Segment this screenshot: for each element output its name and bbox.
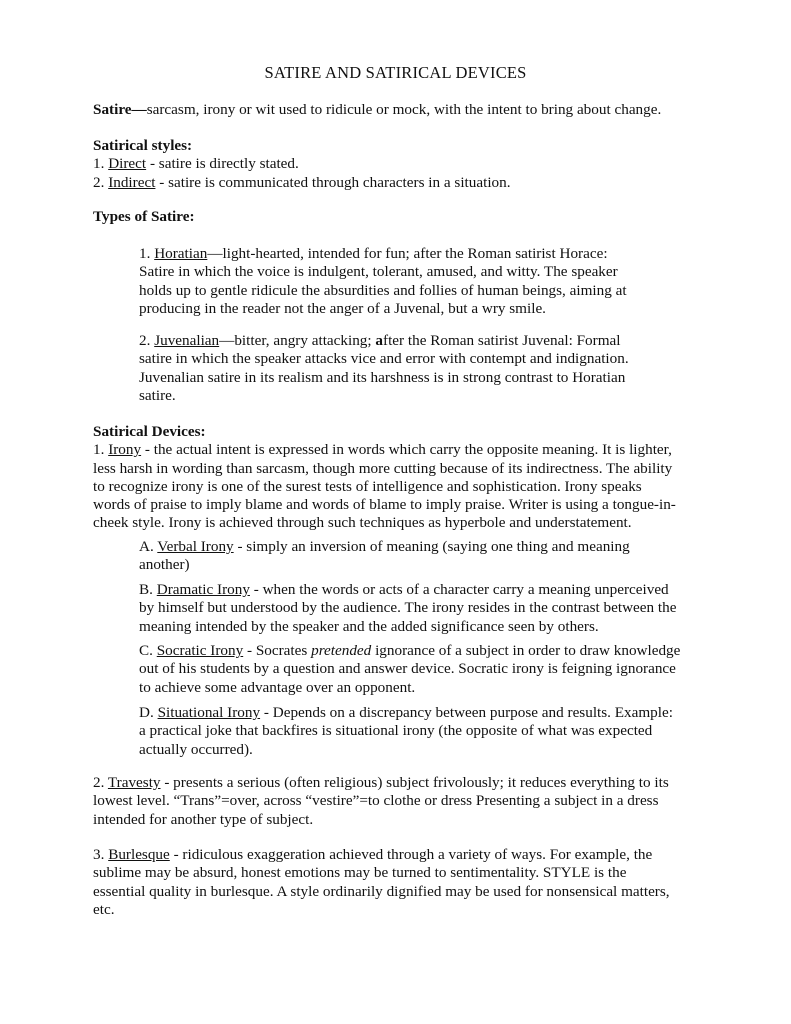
- paragraph-line: to recognize irony is one of the surest tests of intelligence and sophistication. Irony speaks: [93, 477, 642, 495]
- section-heading-devices: Satirical Devices:: [93, 423, 206, 440]
- term-indirect: Indirect: [108, 173, 156, 191]
- paragraph-line: holds up to gentle ridicule the absurdities and follies of human beings, aiming at: [139, 281, 627, 299]
- list-letter: A.: [139, 538, 158, 555]
- list-letter: D.: [139, 704, 158, 721]
- paragraph-line: actually occurred).: [139, 740, 253, 758]
- paragraph-line: [93, 441, 713, 459]
- device-burlesque: [93, 846, 713, 919]
- paragraph-line: out of his students by a question and answer device. Socratic irony is feigning ignorance: [139, 660, 676, 678]
- paragraph-line: sublime may be absurd, honest emotions may be turned to sentimentality. STYLE is the: [93, 864, 627, 882]
- paragraph-line: satire.: [139, 386, 176, 404]
- device-dramatic-irony: [139, 581, 705, 636]
- term-travesty: Travesty: [107, 774, 161, 791]
- paragraph-line: by himself but understood by the audience. The irony resides in the contrast between the: [139, 599, 677, 617]
- term-situational-irony: Situational Irony: [157, 704, 261, 721]
- list-letter: B.: [139, 581, 157, 598]
- term-horatian: Horatian: [154, 245, 208, 262]
- term-burlesque: Burlesque: [108, 846, 170, 863]
- list-item-text: - satire is communicated through characters in a situation.: [155, 173, 511, 191]
- satire-definition: [93, 101, 713, 119]
- device-socratic-irony: [139, 642, 705, 697]
- text-span: - presents a serious (often religious) subject frivolously; it reduces everything to its: [160, 774, 669, 791]
- paragraph-line: meaning intended by the speaker and the added significance seen by others.: [139, 617, 599, 635]
- paragraph-line: another): [139, 556, 190, 574]
- list-letter: C.: [139, 642, 157, 659]
- paragraph-line: lowest level. “Trans”=over, across “vestire”=to clothe or dress Presenting a subject in a dress: [93, 792, 659, 810]
- list-item-text: - satire is directly stated.: [146, 155, 299, 173]
- paragraph-line: etc.: [93, 900, 115, 918]
- paragraph-line: [139, 245, 679, 263]
- document-title: SATIRE AND SATIRICAL DEVICES: [264, 63, 527, 82]
- paragraph-line: satire in which the speaker attacks vice and error with contempt and indignation.: [139, 350, 629, 368]
- paragraph-line: [93, 774, 713, 792]
- list-number: 1.: [139, 245, 155, 262]
- text-span: - the actual intent is expressed in words which carry the opposite meaning. It is lighter,: [141, 441, 672, 459]
- section-heading-styles: Satirical styles:: [93, 137, 193, 154]
- text-span: - Socrates: [243, 642, 312, 659]
- emphasis-pretended: pretended: [311, 642, 372, 659]
- paragraph-line: Satire in which the voice is indulgent, tolerant, amused, and witty. The speaker: [139, 263, 618, 281]
- text-span: - ridiculous exaggeration achieved through a variety of ways. For example, the: [169, 846, 653, 863]
- list-number: 3.: [93, 846, 109, 863]
- bold-letter: a: [375, 332, 384, 349]
- paragraph-line: [139, 538, 705, 556]
- paragraph-line: words of praise to imply blame and words of blame to imply praise. Writer is using a tongue-in-: [93, 496, 676, 514]
- paragraph-line: to achieve some advantage over an opponent.: [139, 678, 416, 696]
- device-travesty: [93, 774, 713, 829]
- definition-dash: —: [131, 101, 147, 118]
- paragraph-line: less harsh in wording than sarcasm, though more cutting because of its indirectness. The ability: [93, 459, 673, 477]
- list-item-indirect: [93, 174, 713, 192]
- text-span: - when the words or acts of a character carry a meaning unperceived: [249, 581, 669, 598]
- text-span: - Depends on a discrepancy between purpose and results. Example:: [260, 704, 673, 721]
- term-verbal-irony: Verbal Irony: [157, 538, 234, 555]
- paragraph-line: producing in the reader not the anger of a Juvenal, but a wry smile.: [139, 299, 546, 317]
- list-number: 2.: [93, 774, 108, 791]
- paragraph-line: [139, 332, 679, 350]
- list-number: 1.: [93, 441, 109, 459]
- paragraph-line: a practical joke that backfires is situational irony (the opposite of what was expected: [139, 722, 653, 740]
- text-span: fter the Roman satirist Juvenal: Formal: [383, 332, 621, 349]
- type-horatian: [139, 245, 679, 318]
- list-number: 2.: [93, 173, 109, 191]
- satirical-styles-section: [93, 137, 713, 192]
- paragraph-line: essential quality in burlesque. A style ordinarily dignified may be used for nonsensical matters,: [93, 882, 670, 900]
- list-item-direct: [93, 155, 713, 173]
- paragraph-line: [93, 846, 713, 864]
- paragraph-line: Juvenalian satire in its realism and its harshness is in strong contrast to Horatian: [139, 368, 626, 386]
- device-situational-irony: [139, 704, 705, 759]
- definition-term: Satire: [93, 101, 132, 118]
- term-irony: Irony: [108, 441, 142, 459]
- term-direct: Direct: [108, 155, 147, 173]
- paragraph-line: cheek style. Irony is achieved through such techniques as hyperbole and understatement.: [93, 514, 632, 532]
- term-juvenalian: Juvenalian: [154, 332, 220, 349]
- paragraph-line: [139, 642, 705, 660]
- text-span: - simply an inversion of meaning (saying one thing and meaning: [233, 538, 630, 555]
- definition-text: sarcasm, irony or wit used to ridicule or mock, with the intent to bring about change.: [146, 101, 662, 118]
- list-number: 2.: [139, 332, 155, 349]
- term-socratic-irony: Socratic Irony: [156, 642, 244, 659]
- section-heading-types: Types of Satire:: [93, 208, 195, 225]
- term-dramatic-irony: Dramatic Irony: [156, 581, 250, 598]
- text-span: ignorance of a subject in order to draw knowledge: [371, 642, 681, 659]
- satirical-devices-section: [93, 423, 713, 533]
- text-span: —bitter, angry attacking;: [219, 332, 376, 349]
- device-verbal-irony: [139, 538, 705, 575]
- text-span: —light-hearted, intended for fun; after the Roman satirist Horace:: [207, 245, 608, 262]
- type-juvenalian: [139, 332, 679, 405]
- list-number: 1.: [93, 155, 109, 173]
- paragraph-line: intended for another type of subject.: [93, 810, 314, 828]
- paragraph-line: [139, 581, 705, 599]
- paragraph-line: [139, 704, 705, 722]
